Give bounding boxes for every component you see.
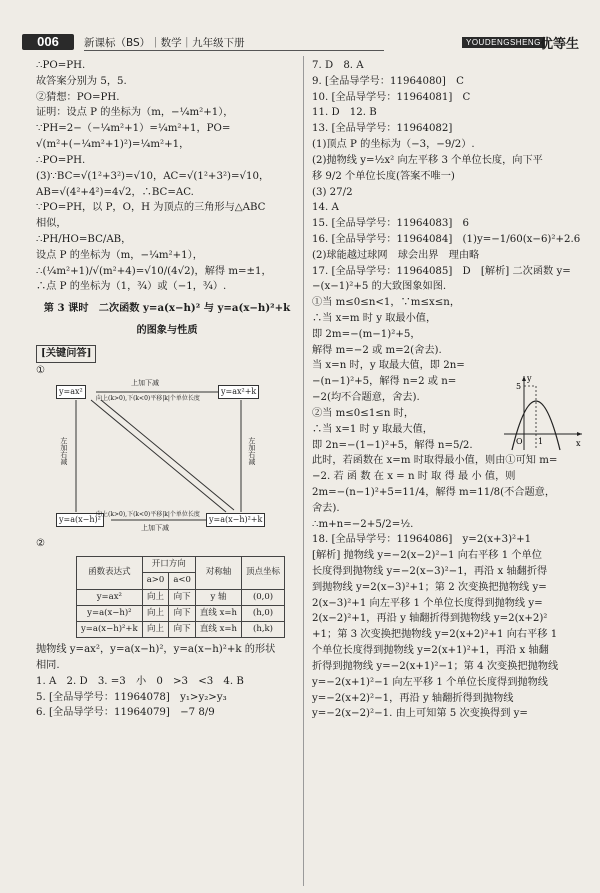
table-cell: 直线 x=h	[195, 621, 241, 637]
text-line: 移 9/2 个单位长度(答案不唯一)	[312, 170, 455, 182]
edge-label: 向上(k>0),下(k<0)平移|k|个单位长度	[96, 395, 200, 403]
text-line: ∴点 P 的坐标为（1，¾）或（−1，¾）.	[36, 281, 227, 293]
tick-label: 5	[516, 382, 522, 391]
edge-label: 左加右减	[59, 437, 68, 466]
text-line: 15. [全品导学号：11964083] 6	[312, 218, 470, 230]
table-cell: y=a(x−h)²+k	[77, 621, 143, 637]
tick-label: 1	[538, 437, 544, 446]
table-cell: 向下	[169, 589, 196, 605]
text-line: ∴当 x=1 时 y 取最大值，	[312, 423, 433, 435]
text-line: 即 2m=−(m−1)²+5，	[312, 328, 421, 340]
text-line: ∴m+n=−2+5/2=½.	[312, 518, 414, 530]
text-line: √(m²+(−¼m²+1)²)=¼m²+1，	[36, 139, 190, 151]
brand-logo-text: 优等生	[540, 37, 580, 52]
axis-label-x: x	[576, 439, 581, 448]
text-line: 2(x−2)²+1，再沿 y 轴翻折得到抛物线 y=2(x+2)²	[312, 613, 548, 625]
text-line: ①当 m≤0≤n<1，∵m≤x≤n，	[312, 297, 461, 309]
table-row	[77, 605, 285, 621]
text-line: 11. D 12. B	[312, 107, 377, 119]
key-questions-label: [关键问答]	[36, 345, 96, 363]
text-line: ∵PH=2−（−¼m²+1）=¼m²+1，PO=	[36, 123, 231, 135]
text-line: 1. A 2. D 3. =3 小 0 >3 <3 4. B	[36, 675, 244, 687]
text-line: ②猜想：PO=PH.	[36, 91, 120, 103]
text-line: −2(均不合题意，舍去).	[312, 392, 420, 404]
text-line: −(n−1)²+5，解得 n=2 或 n=	[312, 376, 457, 388]
left-column	[36, 58, 298, 721]
table-cell: 直线 x=h	[195, 605, 241, 621]
text-line: 解得 m=−2 或 m=2(舍去).	[312, 344, 442, 356]
column-divider	[303, 56, 304, 886]
table-cell: 向上	[142, 621, 169, 637]
table-cell: y=ax²	[77, 589, 143, 605]
node-ax2-k: y=ax²+k	[218, 385, 259, 399]
text-line: ∴(¼m²+1)/√(m²+4)=√10/(4√2)，解得 m=±1，	[36, 265, 272, 277]
edge-label: 上加下减	[141, 524, 169, 533]
table-header: 顶点坐标	[242, 557, 285, 589]
text-line: 5. [全品导学号：11964078] y₁>y₂>y₃	[36, 691, 227, 703]
brand-en: YOUDENGSHENG	[462, 37, 545, 48]
text-line: ∴PO=PH.	[36, 154, 86, 166]
text-line: ∴当 x=m 时 y 取最小值，	[312, 313, 437, 324]
text-line: 此时，若函数在 x=m 时取得最小值，则由①可知 m=	[312, 455, 558, 467]
text-line: ∴PO=PH.	[36, 60, 86, 71]
text-line: y=−2(x+1)²−1 向左平移 1 个单位长度得到抛物线	[312, 676, 548, 688]
text-line: 个单位长度得到抛物线 y=2(x+1)²+1，再沿 x 轴翻	[312, 645, 549, 657]
table-subheader: a>0	[142, 573, 169, 589]
edge-label: 上加下减	[131, 379, 159, 388]
text-line: 相似，	[36, 218, 67, 230]
text-line: 13. [全品导学号：11964082]	[312, 123, 453, 135]
text-line: y=−2(x+2)²−1，再沿 y 轴翻折得到抛物线	[312, 692, 514, 704]
table-cell: (h,0)	[242, 605, 285, 621]
function-table	[76, 556, 285, 638]
edge-label: 向上(k>0),下(k<0)平移|k|个单位长度	[96, 511, 200, 519]
table-cell: (0,0)	[242, 589, 285, 605]
text-line: 18. [全品导学号：11964086] y=2(x+3)²+1	[312, 534, 532, 546]
origin-label: O	[516, 437, 523, 446]
text-line: 2m=−(n−1)²+5=11/4，解得 m=11/8(不合题意，	[312, 486, 556, 498]
text-line: 当 x=n 时，y 取最大值，即 2n=	[312, 360, 465, 372]
text-line: AB=√(4²+4²)=4√2，∴BC=AC.	[36, 186, 194, 198]
table-cell: y=a(x−h)²	[77, 605, 143, 621]
parabola-svg	[500, 372, 586, 452]
text-line: 舍去).	[312, 502, 340, 514]
text-line: (3) 27/2	[312, 186, 353, 198]
table-subheader: a<0	[169, 573, 196, 589]
table-cell: (h,k)	[242, 621, 285, 637]
text-line: ∴PH/HO=BC/AB，	[36, 233, 132, 245]
text-line: +1；第 3 次变换把抛物线 y=2(x+2)²+1 向右平移 1	[312, 629, 558, 641]
parabola-graph	[500, 372, 586, 452]
text-line: 6. [全品导学号：11964079] −7 8/9	[36, 707, 215, 719]
text-line: 即 2n=−(1−1)²+5，解得 n=5/2.	[312, 439, 473, 451]
table-cell: 向下	[169, 605, 196, 621]
item-marker: ②	[36, 538, 46, 550]
text-line: 14. A	[312, 202, 339, 214]
edge-label: 左加右减	[247, 437, 256, 466]
section-subtitle: 的图象与性质	[136, 324, 198, 336]
text-line: 证明：设点 P 的坐标为（m，−¼m²+1），	[36, 107, 234, 119]
table-cell: 向下	[169, 621, 196, 637]
item-marker: ①	[36, 364, 46, 376]
translation-diagram	[56, 379, 266, 533]
text-line: 相同.	[36, 659, 60, 671]
text-line: (2)抛物线 y=½x² 向左平移 3 个单位长度，向下平	[312, 154, 543, 166]
text-line: 抛物线 y=ax²，y=a(x−h)²，y=a(x−h)²+k 的形状	[36, 644, 276, 656]
text-line: (3)∵BC=√(1²+3²)=√10，AC=√(1²+3²)=√10，	[36, 170, 270, 182]
text-line: −2. 若 函 数 在 x = n 时 取 得 最 小 值，则	[312, 471, 516, 483]
text-line: 2(x−3)²+1 向左平移 1 个单位长度得到抛物线 y=	[312, 597, 543, 609]
table-row	[77, 589, 285, 605]
text-line: (1)顶点 P 的坐标为（−3，−9/2）.	[312, 139, 475, 151]
text-line: 故答案分别为 5，5.	[36, 75, 127, 87]
axis-label-y: y	[527, 374, 532, 383]
table-header: 对称轴	[195, 557, 241, 589]
table-header: 函数表达式	[77, 557, 143, 589]
text-line: y=−2(x−2)²−1. 由上可知第 5 次变换得到 y=	[312, 708, 528, 720]
node-ax2: y=ax²	[56, 385, 86, 399]
page-header	[0, 0, 600, 52]
text-line: [解析] 抛物线 y=−2(x−2)²−1 向右平移 1 个单位	[312, 550, 542, 562]
text-line: ∵PO=PH，以 P，O，H 为顶点的三角形与△ABC	[36, 202, 266, 214]
text-line: 17. [全品导学号：11964085] D [解析] 二次函数 y=	[312, 265, 571, 277]
text-line: 到抛物线 y=2(x−3)²+1；第 2 次变换把抛物线 y=	[312, 581, 547, 593]
table-cell: y 轴	[195, 589, 241, 605]
page-number: 006	[22, 34, 74, 50]
text-line: −(x−1)²+5 的大致图象如图.	[312, 281, 447, 293]
node-axh2-k: y=a(x−h)²+k	[206, 513, 265, 527]
text-line: 10. [全品导学号：11964081] C	[312, 91, 471, 103]
text-line: (2)球能越过球网 球会出界 理由略	[312, 249, 480, 261]
text-line: 折得到抛物线 y=−2(x+1)²−1；第 4 次变换把抛物线	[312, 660, 559, 672]
text-line: 设点 P 的坐标为（m，−¼m²+1），	[36, 249, 203, 261]
node-axh2: y=a(x−h)²	[56, 513, 104, 527]
book-title: 新课标（BS）｜数学｜九年级下册	[84, 37, 245, 49]
text-line: 7. D 8. A	[312, 60, 364, 71]
table-header: 开口方向	[142, 557, 195, 573]
header-rule	[84, 50, 384, 51]
table-row	[77, 621, 285, 637]
text-line: 长度得到抛物线 y=−2(x−3)²−1，再沿 x 轴翻折得	[312, 566, 548, 577]
table-cell: 向上	[142, 589, 169, 605]
text-line: ②当 m≤0≤1≤n 时，	[312, 407, 415, 419]
table-cell: 向上	[142, 605, 169, 621]
text-line: 16. [全品导学号：11964084] (1)y=−1/60(x−6)²+2.6	[312, 233, 581, 245]
section-title: 第 3 课时 二次函数 y=a(x−h)² 与 y=a(x−h)²+k	[43, 302, 291, 315]
text-line: 9. [全品导学号：11964080] C	[312, 75, 464, 87]
